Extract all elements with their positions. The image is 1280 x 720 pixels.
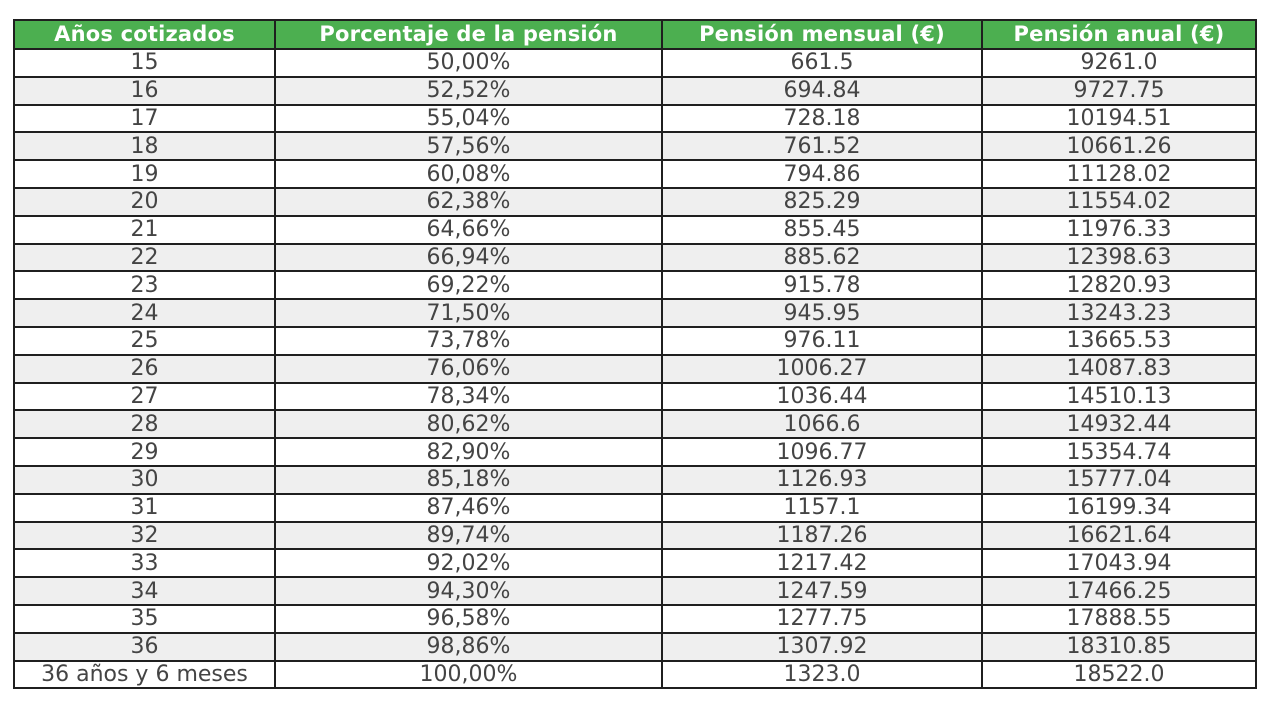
cell-percentage: 62,38% <box>275 188 662 216</box>
cell-monthly: 976.11 <box>662 327 982 355</box>
cell-annual: 14510.13 <box>982 383 1256 411</box>
cell-monthly: 761.52 <box>662 132 982 160</box>
cell-monthly: 694.84 <box>662 77 982 105</box>
cell-percentage: 73,78% <box>275 327 662 355</box>
header-cell-percentage: Porcentaje de la pensión <box>275 20 662 49</box>
cell-monthly: 1126.93 <box>662 466 982 494</box>
cell-annual: 15777.04 <box>982 466 1256 494</box>
cell-annual: 14932.44 <box>982 410 1256 438</box>
cell-years: 21 <box>14 216 275 244</box>
cell-years: 15 <box>14 49 275 77</box>
cell-years: 33 <box>14 549 275 577</box>
cell-percentage: 66,94% <box>275 244 662 272</box>
cell-years: 25 <box>14 327 275 355</box>
header-row <box>14 20 1256 49</box>
cell-annual: 9261.0 <box>982 49 1256 77</box>
cell-percentage: 64,66% <box>275 216 662 244</box>
cell-annual: 17043.94 <box>982 549 1256 577</box>
table-row <box>14 77 1256 105</box>
cell-years: 23 <box>14 271 275 299</box>
table-row <box>14 633 1256 661</box>
cell-monthly: 1157.1 <box>662 494 982 522</box>
cell-years: 31 <box>14 494 275 522</box>
table-header <box>14 20 1256 49</box>
cell-annual: 17466.25 <box>982 577 1256 605</box>
cell-years: 19 <box>14 160 275 188</box>
cell-years: 28 <box>14 410 275 438</box>
cell-years: 18 <box>14 132 275 160</box>
table-row <box>14 661 1256 689</box>
header-cell-annual: Pensión anual (€) <box>982 20 1256 49</box>
cell-annual: 16199.34 <box>982 494 1256 522</box>
cell-years: 36 años y 6 meses <box>14 661 275 689</box>
cell-monthly: 1323.0 <box>662 661 982 689</box>
cell-percentage: 71,50% <box>275 299 662 327</box>
table-row <box>14 188 1256 216</box>
cell-annual: 13665.53 <box>982 327 1256 355</box>
cell-years: 24 <box>14 299 275 327</box>
table-row <box>14 522 1256 550</box>
cell-percentage: 57,56% <box>275 132 662 160</box>
table-row <box>14 132 1256 160</box>
cell-monthly: 915.78 <box>662 271 982 299</box>
cell-years: 29 <box>14 438 275 466</box>
cell-years: 34 <box>14 577 275 605</box>
cell-monthly: 885.62 <box>662 244 982 272</box>
table-row <box>14 466 1256 494</box>
cell-monthly: 825.29 <box>662 188 982 216</box>
cell-percentage: 55,04% <box>275 105 662 133</box>
table-row <box>14 49 1256 77</box>
cell-monthly: 1187.26 <box>662 522 982 550</box>
table-row <box>14 383 1256 411</box>
cell-monthly: 1247.59 <box>662 577 982 605</box>
table-row <box>14 271 1256 299</box>
cell-annual: 10194.51 <box>982 105 1256 133</box>
table-row <box>14 605 1256 633</box>
header-cell-years: Años cotizados <box>14 20 275 49</box>
cell-percentage: 69,22% <box>275 271 662 299</box>
cell-percentage: 98,86% <box>275 633 662 661</box>
cell-monthly: 728.18 <box>662 105 982 133</box>
cell-monthly: 1066.6 <box>662 410 982 438</box>
cell-years: 30 <box>14 466 275 494</box>
table-body <box>14 49 1256 688</box>
cell-annual: 10661.26 <box>982 132 1256 160</box>
cell-percentage: 50,00% <box>275 49 662 77</box>
table-row <box>14 327 1256 355</box>
cell-percentage: 94,30% <box>275 577 662 605</box>
cell-monthly: 855.45 <box>662 216 982 244</box>
cell-annual: 11128.02 <box>982 160 1256 188</box>
cell-monthly: 1277.75 <box>662 605 982 633</box>
cell-years: 27 <box>14 383 275 411</box>
cell-years: 16 <box>14 77 275 105</box>
cell-percentage: 100,00% <box>275 661 662 689</box>
table-row <box>14 577 1256 605</box>
table-row <box>14 410 1256 438</box>
cell-annual: 18310.85 <box>982 633 1256 661</box>
table-row <box>14 216 1256 244</box>
cell-annual: 14087.83 <box>982 355 1256 383</box>
cell-percentage: 78,34% <box>275 383 662 411</box>
cell-monthly: 1036.44 <box>662 383 982 411</box>
cell-percentage: 87,46% <box>275 494 662 522</box>
cell-years: 36 <box>14 633 275 661</box>
cell-monthly: 1217.42 <box>662 549 982 577</box>
cell-percentage: 60,08% <box>275 160 662 188</box>
table-row <box>14 244 1256 272</box>
cell-monthly: 794.86 <box>662 160 982 188</box>
cell-percentage: 76,06% <box>275 355 662 383</box>
cell-percentage: 85,18% <box>275 466 662 494</box>
cell-years: 17 <box>14 105 275 133</box>
cell-annual: 9727.75 <box>982 77 1256 105</box>
cell-monthly: 1096.77 <box>662 438 982 466</box>
cell-monthly: 1307.92 <box>662 633 982 661</box>
cell-years: 35 <box>14 605 275 633</box>
cell-annual: 11554.02 <box>982 188 1256 216</box>
cell-percentage: 52,52% <box>275 77 662 105</box>
pension-table-container <box>13 19 1255 689</box>
cell-annual: 17888.55 <box>982 605 1256 633</box>
cell-annual: 11976.33 <box>982 216 1256 244</box>
cell-annual: 12398.63 <box>982 244 1256 272</box>
cell-annual: 15354.74 <box>982 438 1256 466</box>
table-row <box>14 438 1256 466</box>
table-row <box>14 355 1256 383</box>
table-row <box>14 494 1256 522</box>
header-cell-monthly: Pensión mensual (€) <box>662 20 982 49</box>
cell-monthly: 1006.27 <box>662 355 982 383</box>
cell-annual: 13243.23 <box>982 299 1256 327</box>
cell-years: 32 <box>14 522 275 550</box>
table-row <box>14 549 1256 577</box>
cell-monthly: 661.5 <box>662 49 982 77</box>
cell-percentage: 80,62% <box>275 410 662 438</box>
cell-annual: 12820.93 <box>982 271 1256 299</box>
cell-annual: 16621.64 <box>982 522 1256 550</box>
cell-years: 20 <box>14 188 275 216</box>
cell-percentage: 89,74% <box>275 522 662 550</box>
table-row <box>14 299 1256 327</box>
cell-annual: 18522.0 <box>982 661 1256 689</box>
table-row <box>14 105 1256 133</box>
cell-percentage: 96,58% <box>275 605 662 633</box>
pension-table <box>13 19 1257 689</box>
cell-percentage: 82,90% <box>275 438 662 466</box>
cell-monthly: 945.95 <box>662 299 982 327</box>
cell-percentage: 92,02% <box>275 549 662 577</box>
table-row <box>14 160 1256 188</box>
cell-years: 22 <box>14 244 275 272</box>
cell-years: 26 <box>14 355 275 383</box>
